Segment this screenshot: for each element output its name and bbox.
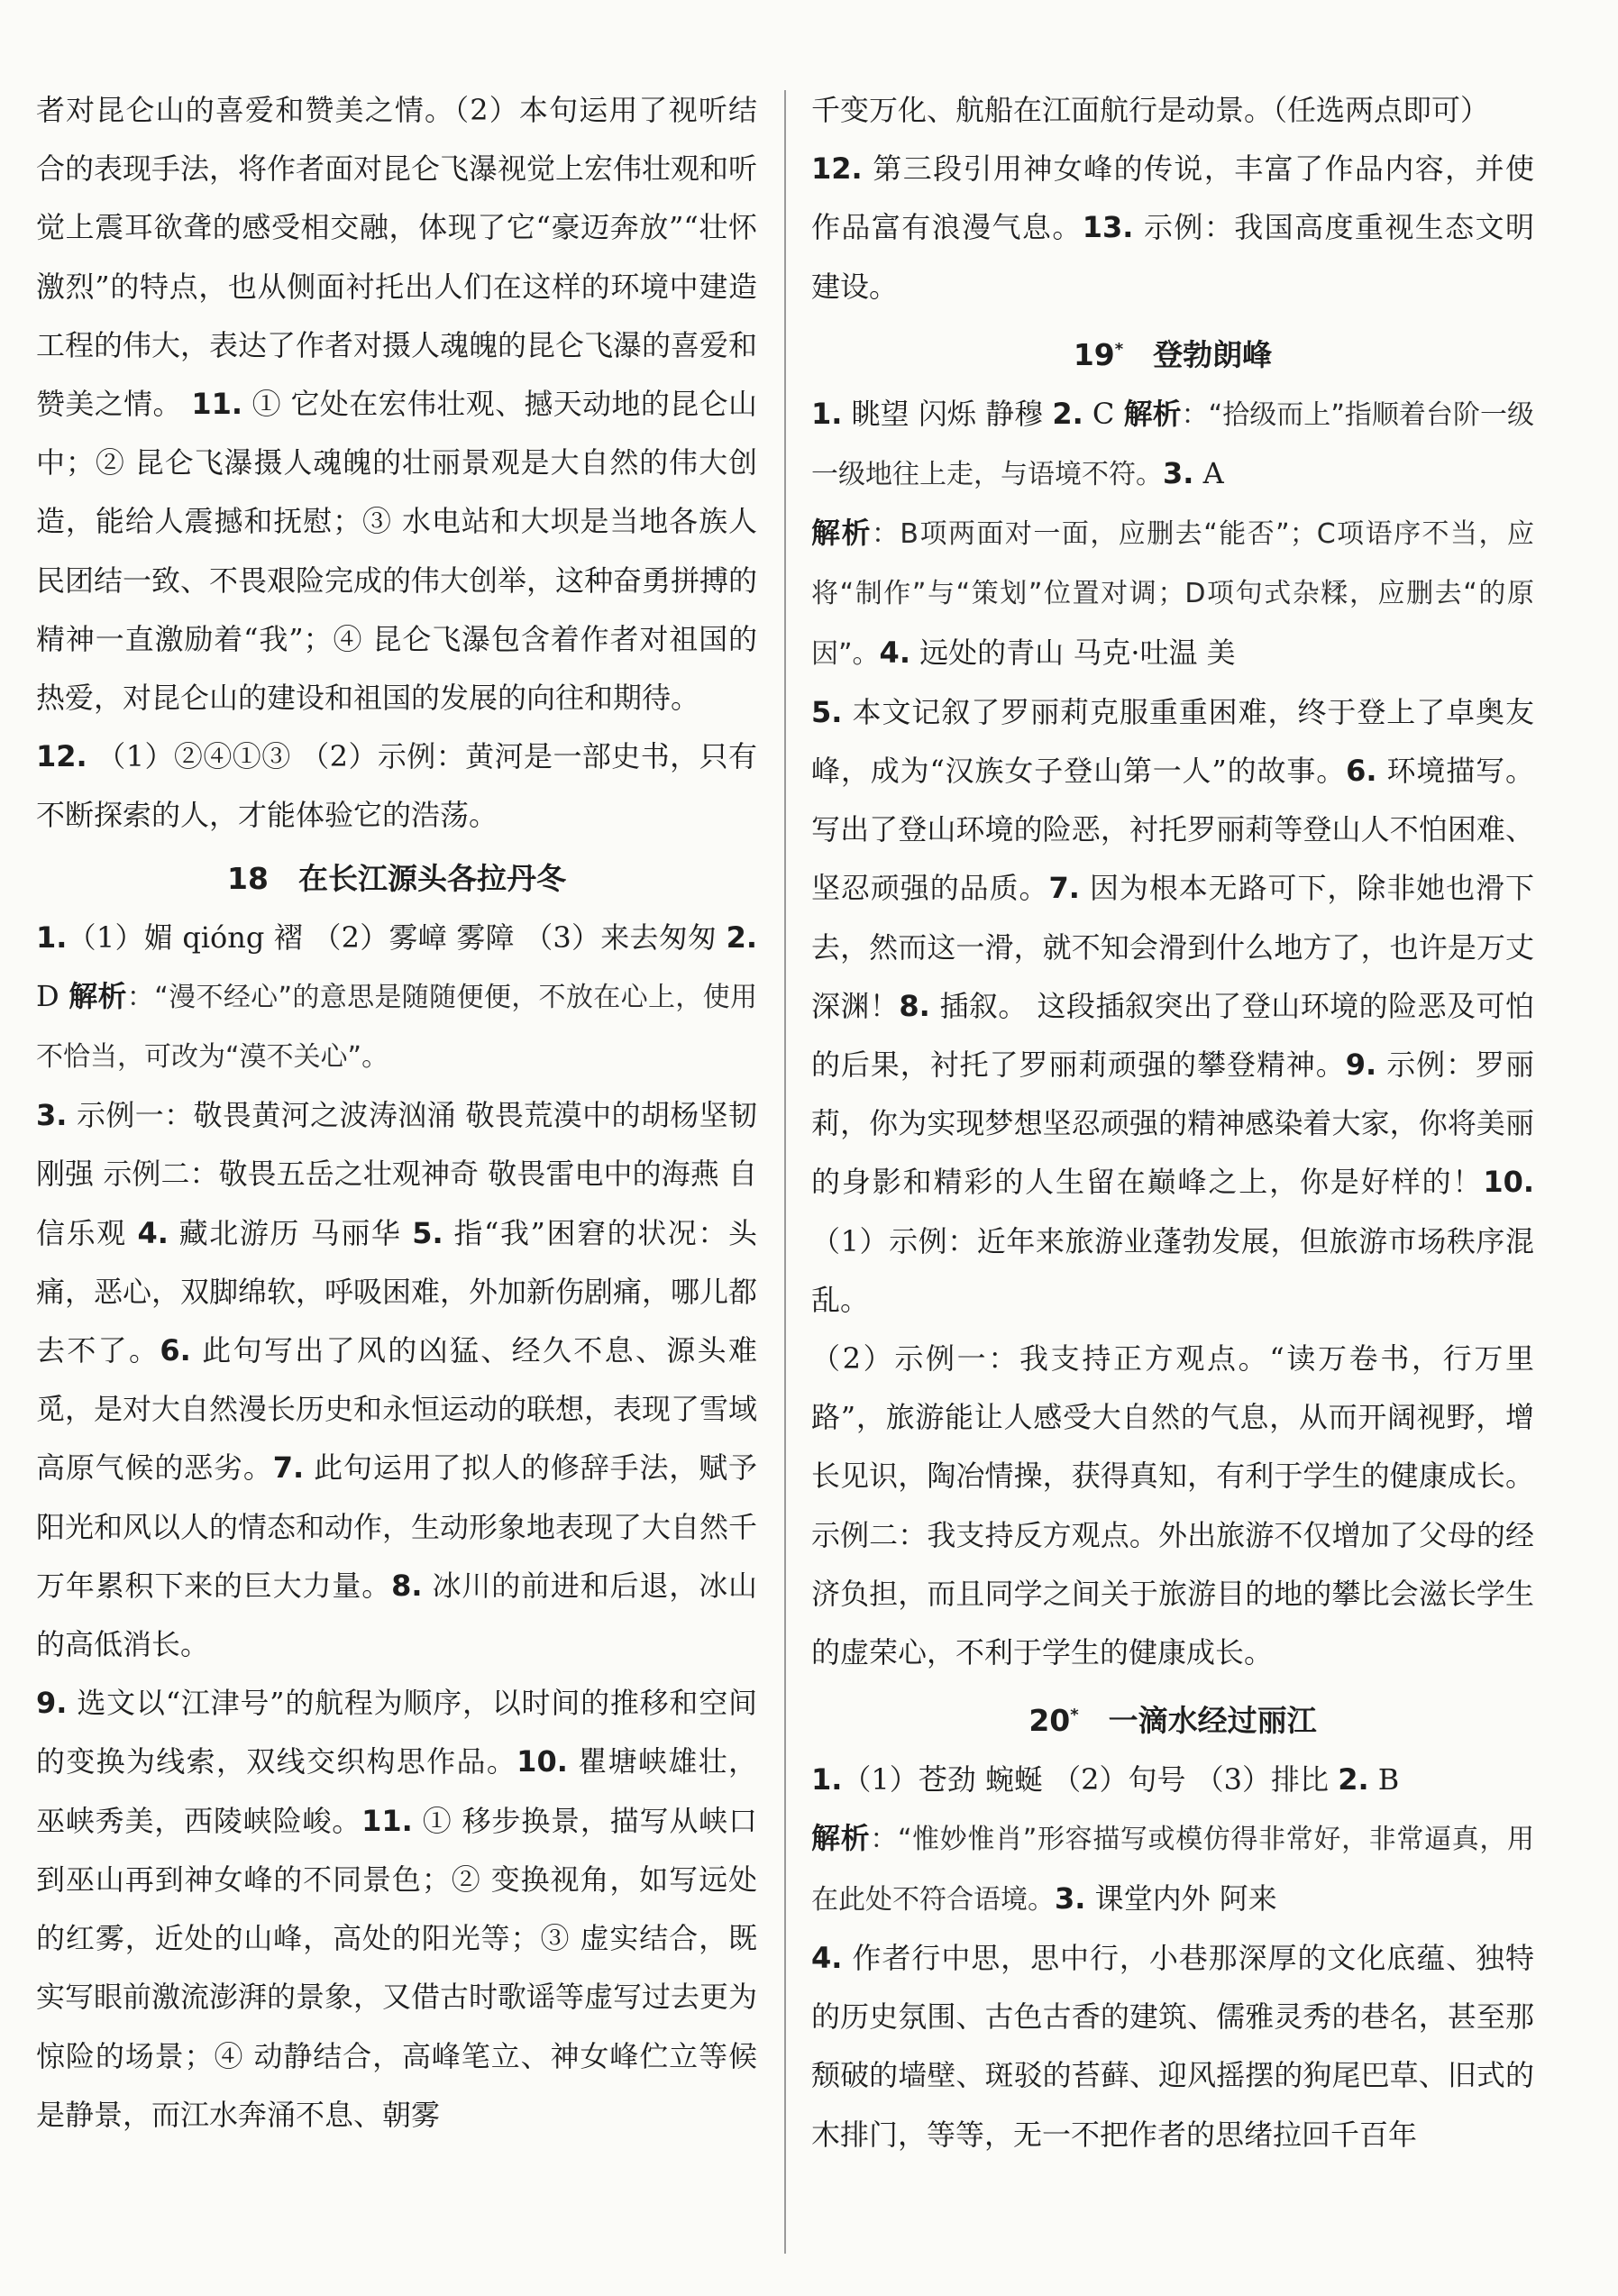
paragraph — [36, 727, 757, 845]
paragraph — [811, 504, 1534, 683]
answer-text: 远处的青山 马克·吐温 美 — [910, 635, 1236, 670]
answer-text: ① 它处在宏伟壮观、撼天动地的昆仑山中；② 昆仑飞瀑摄人魂魄的壮丽景观是大自然的伟大创造，能给人震撼和抚慰；③ 水电站和大坝是当地各族人民团结一致、不畏艰险完成的伟大创举，这种奋勇拼搏的精神一直激励着“我”；④ 昆仑飞瀑包含着作者对祖国的热爱，对昆仑山的建设和祖国的发展的向往和期待。 — [36, 387, 758, 716]
answer-text: 冰川的前进和后退，冰山的高低消长。 — [36, 1568, 757, 1662]
question-number: 10. — [1483, 1165, 1534, 1200]
paragraph — [811, 1330, 1534, 1682]
question-number: 12. — [811, 151, 863, 187]
answer-text: C — [1083, 396, 1124, 431]
explanation-label: 解析 — [811, 1821, 871, 1856]
answer-text: （2）示例一：我支持正方观点。“读万卷书，行万里路”，旅游能让人感受大自然的气息，从而开阔视野，增长见识，陶冶情操，获得真知，有利于学生的健康成长。 示例二：我支持反方观点。外出旅游不仅增加了父母的经济负担，而且同学之间关于旅游目的地的攀比会滋长学生的虚荣心，不利于学生的健康成长。 — [811, 1341, 1534, 1670]
answer-text: 示例：罗丽莉，你为实现梦想坚忍顽强的精神感染着大家，你将美丽的身影和精彩的人生留在巅峰之上，你是好样的！ — [811, 1047, 1534, 1200]
question-number: 2. — [1338, 1762, 1369, 1797]
paragraph — [811, 140, 1534, 316]
answer-text: 插叙。 这段插叙突出了登山环境的险恶及可怕的后果，衬托了罗丽莉顽强的攀登精神。 — [811, 988, 1534, 1083]
star-mark: * — [1114, 339, 1124, 359]
answer-text: 此句写出了风的凶猛、经久不息、源头难觅，是对大自然漫长历史和永恒运动的联想，表现了雪域高原气候的恶劣。 — [36, 1333, 758, 1486]
question-number: 11. — [191, 387, 243, 422]
left-column — [36, 81, 757, 2145]
question-number: 5. — [811, 694, 843, 729]
question-number: 10. — [516, 1744, 568, 1779]
paragraph — [36, 1086, 757, 1674]
answer-text: 第三段引用神女峰的传说，丰富了作品内容，并使作品富有浪漫气息。 — [811, 151, 1534, 245]
question-number: 4. — [879, 635, 910, 670]
paragraph — [811, 1751, 1534, 1809]
answer-text: 瞿塘峡雄壮，巫峡秀美，西陵峡险峻。 — [36, 1744, 757, 1838]
question-number: 3. — [36, 1098, 68, 1133]
explanation-label: 解析 — [69, 978, 127, 1013]
question-number: 3. — [1163, 456, 1194, 491]
paragraph — [811, 1929, 1534, 2164]
answer-text: （1）苍劲 蜿蜒 （2）句号 （3）排比 — [842, 1762, 1339, 1797]
answer-text: B — [1368, 1762, 1400, 1797]
explanation-text: ：“拾级而上”指顺着台阶一级一级地往上走，与语境不符。 — [811, 398, 1534, 491]
section-heading-18: 18 在长江源头各拉丹冬 — [227, 860, 566, 896]
question-number: 6. — [160, 1333, 191, 1368]
question-number: 9. — [36, 1686, 68, 1721]
section-heading-19 — [811, 320, 1534, 385]
answer-text: （1）媚 qióng 褶 （2）雾嶂 雾障 （3）来去匆匆 — [67, 919, 727, 955]
answer-text: 课堂内外 阿来 — [1085, 1880, 1277, 1916]
answer-text: 眺望 闪烁 静穆 — [842, 396, 1053, 431]
question-number: 4. — [811, 1940, 843, 1975]
answer-text: 选文以“江津号”的航程为顺序，以时间的推移和空间的变换为线索，双线交织构思作品。 — [36, 1686, 757, 1779]
answer-text: ① 移步换景，描写从峡口到巫山再到神女峰的不同景色；② 变换视角，如写远处的红雾，近处的山峰，高处的阳光等；③ 虚实结合，既实写眼前激流澎湃的景象，又借古时歌谣等虚写过去更为惊险的场景；④ 动静结合，高峰笔立、神女峰伫立等候是静景，而江水奔涌不息、朝雾 — [36, 1803, 758, 2132]
column-divider — [784, 90, 786, 2254]
section-heading-20 — [811, 1686, 1534, 1751]
explanation-text: ：“漫不经心”的意思是随随便便，不放在心上，使用不恰当，可改为“漠不关心”。 — [36, 981, 757, 1074]
paragraph — [811, 81, 1534, 140]
section-title: 一滴水经过丽江 — [1078, 1703, 1317, 1739]
question-number: 8. — [899, 988, 930, 1023]
question-number: 7. — [272, 1450, 305, 1486]
right-column — [811, 81, 1534, 2164]
answer-text: 藏北游历 马丽华 — [168, 1215, 413, 1250]
paragraph — [36, 909, 757, 1087]
question-number: 12. — [36, 739, 87, 774]
question-number: 5. — [412, 1215, 443, 1250]
paragraph — [811, 1809, 1534, 1928]
answer-text: 者对昆仑山的喜爱和赞美之情。（2）本句运用了视听结合的表现手法，将作者面对昆仑飞瀑视觉上宏伟壮观和听觉上震耳欲聋的感受相交融，体现了它“豪迈奔放”“壮怀激烈”的特点，也从侧面衬托出人们在这样的环境中建造工程的伟大，表达了作者对摄人魂魄的昆仑飞瀑的喜爱和赞美之情。 — [36, 93, 758, 422]
explanation-label: 解析 — [811, 516, 872, 551]
star-mark: * — [1070, 1706, 1079, 1725]
question-number: 9. — [1345, 1047, 1377, 1083]
answer-text: 指“我”困窘的状况：头痛，恶心，双脚绵软，呼吸困难，外加新伤剧痛，哪儿都去不了。 — [36, 1215, 758, 1368]
answer-text: 示例一：敬畏黄河之波涛汹涌 敬畏荒漠中的胡杨坚韧刚强 示例二：敬畏五岳之壮观神奇 敬畏雷电中的海燕 自信乐观 — [36, 1098, 757, 1250]
question-number: 6. — [1346, 754, 1377, 789]
explanation-text: ：B项两面对一面，应删去“能否”；C项语序不当，应将“制作”与“策划”位置对调；D项句式杂糅，应删去“的原因”。 — [811, 518, 1534, 670]
paragraph — [36, 81, 757, 727]
section-number: 19 — [1073, 336, 1115, 372]
answer-text: 示例：我国高度重视生态文明建设。 — [811, 210, 1534, 304]
question-number: 2. — [726, 919, 757, 955]
explanation-text: ：“惟妙惟肖”形容描写或模仿得非常好，非常逼真，用在此处不符合语境。 — [811, 1824, 1534, 1916]
question-number: 3. — [1055, 1880, 1086, 1916]
section-number: 20 — [1028, 1703, 1071, 1739]
answer-text: 作者行中思，思中行，小巷那深厚的文化底蕴、独特的历史氛围、古色古香的建筑、儒雅灵秀的巷名，甚至那颓破的墙壁、斑驳的苔藓、迎风摇摆的狗尾巴草、旧式的木排门，等等，无一不把作者的思绪拉回千百年 — [811, 1940, 1534, 2152]
explanation-label: 解析 — [1123, 396, 1182, 431]
question-number: 13. — [1082, 210, 1134, 245]
answer-text: 本文记叙了罗丽莉克服重重困难，终于登上了卓奥友峰，成为“汉族女子登山第一人”的故事。 — [811, 694, 1534, 789]
question-number: 4. — [137, 1215, 169, 1250]
paragraph — [811, 385, 1534, 504]
question-number: 2. — [1052, 396, 1083, 431]
question-number: 8. — [391, 1568, 423, 1603]
question-number: 11. — [361, 1803, 413, 1838]
paragraph — [36, 1674, 757, 2145]
question-number: 7. — [1048, 871, 1080, 906]
answer-text: 千变万化、航船在江面航行是动景。（任选两点即可） — [811, 93, 1490, 127]
question-number: 1. — [811, 1762, 843, 1797]
section-title: 登勃朗峰 — [1123, 336, 1273, 372]
answer-text: （1）示例：近年来旅游业蓬勃发展，但旅游市场秩序混乱。 — [811, 1223, 1534, 1317]
paragraph — [811, 683, 1534, 1330]
answer-text: 此句运用了拟人的修辞手法，赋予阳光和风以人的情态和动作，生动形象地表现了大自然千万年累积下来的巨大力量。 — [36, 1450, 758, 1603]
question-number: 1. — [811, 396, 843, 431]
question-number: 1. — [36, 919, 68, 955]
answer-text: 因为根本无路可下，除非她也滑下去，然而这一滑，就不知会滑到什么地方了，也许是万丈深渊！ — [811, 871, 1534, 1023]
answer-text: （1）②④①③ （2）示例：黄河是一部史书，只有不断探索的人，才能体验它的浩荡。 — [36, 739, 757, 833]
answer-text: 环境描写。 写出了登山环境的险恶，衬托罗丽莉等登山人不怕困难、坚忍顽强的品质。 — [811, 754, 1534, 906]
answer-text: D — [36, 978, 69, 1013]
answer-text: A — [1193, 456, 1224, 491]
